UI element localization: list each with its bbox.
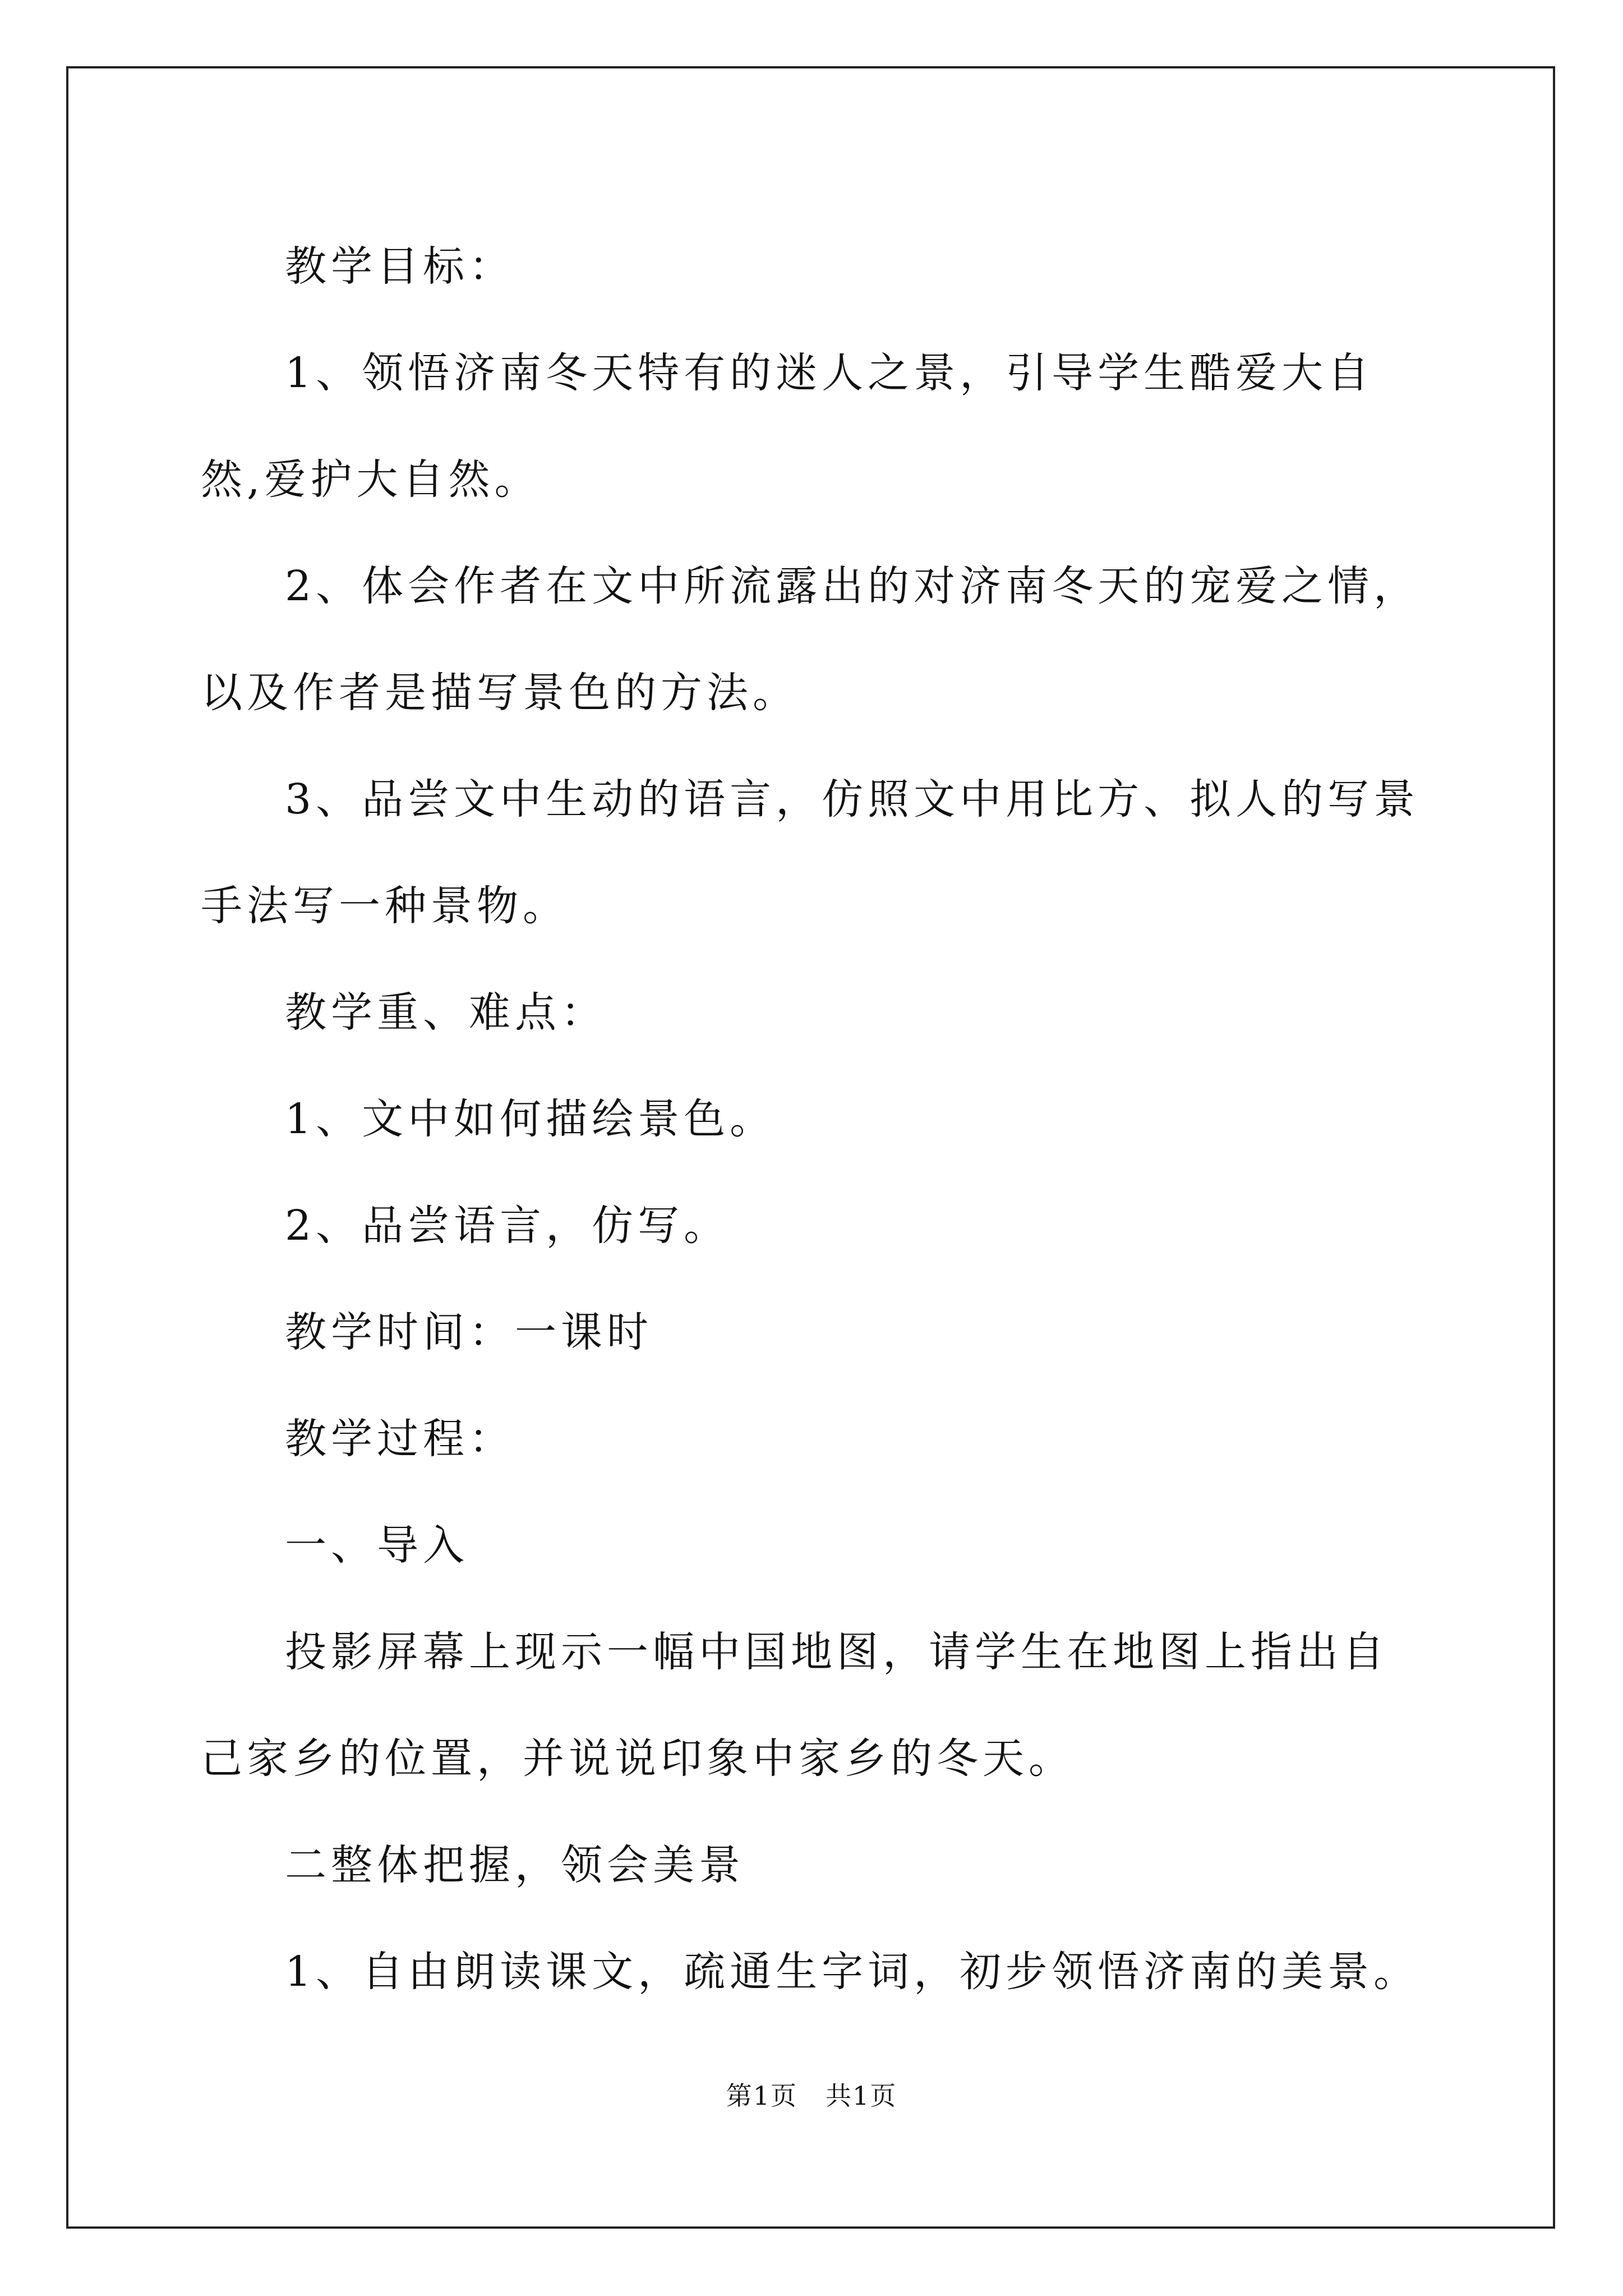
paragraph-introduction: 投影屏幕上现示一幅中国地图，请学生在地图上指出自己家乡的位置，并说说印象中家乡的冬天。 bbox=[201, 1628, 1389, 1783]
paragraph-overview-1: 1、自由朗读课文，疏通生字词，初步领悟济南的美景。 bbox=[285, 1948, 1420, 1996]
section-heading-objectives: 教学目标： bbox=[285, 242, 515, 291]
paragraph-objective-3: 3、品尝文中生动的语言，仿照文中用比方、拟人的写景手法写一种景物。 bbox=[201, 775, 1420, 930]
page-footer bbox=[0, 2076, 1623, 2113]
page-number-total: 共1页 bbox=[826, 2081, 897, 2111]
section-heading-introduction: 一、导入 bbox=[285, 1521, 469, 1570]
paragraph-key-point-1: 1、文中如何描绘景色。 bbox=[285, 1095, 776, 1143]
page-number-current: 第1页 bbox=[726, 2081, 797, 2111]
document-body bbox=[201, 213, 1426, 2025]
section-heading-overview: 二整体把握，领会美景 bbox=[285, 1841, 745, 1889]
paragraph-key-point-2: 2、品尝语言，仿写。 bbox=[285, 1202, 730, 1250]
paragraph-objective-2: 2、体会作者在文中所流露出的对济南冬天的宠爱之情，以及作者是描写景色的方法。 bbox=[201, 562, 1420, 717]
paragraph-teaching-time: 教学时间：一课时 bbox=[285, 1308, 653, 1356]
section-heading-process: 教学过程： bbox=[285, 1415, 515, 1463]
paragraph-objective-1: 1、领悟济南冬天特有的迷人之景，引导学生酷爱大自然,爱护大自然。 bbox=[201, 349, 1374, 504]
section-heading-key-points: 教学重、难点： bbox=[285, 988, 607, 1037]
